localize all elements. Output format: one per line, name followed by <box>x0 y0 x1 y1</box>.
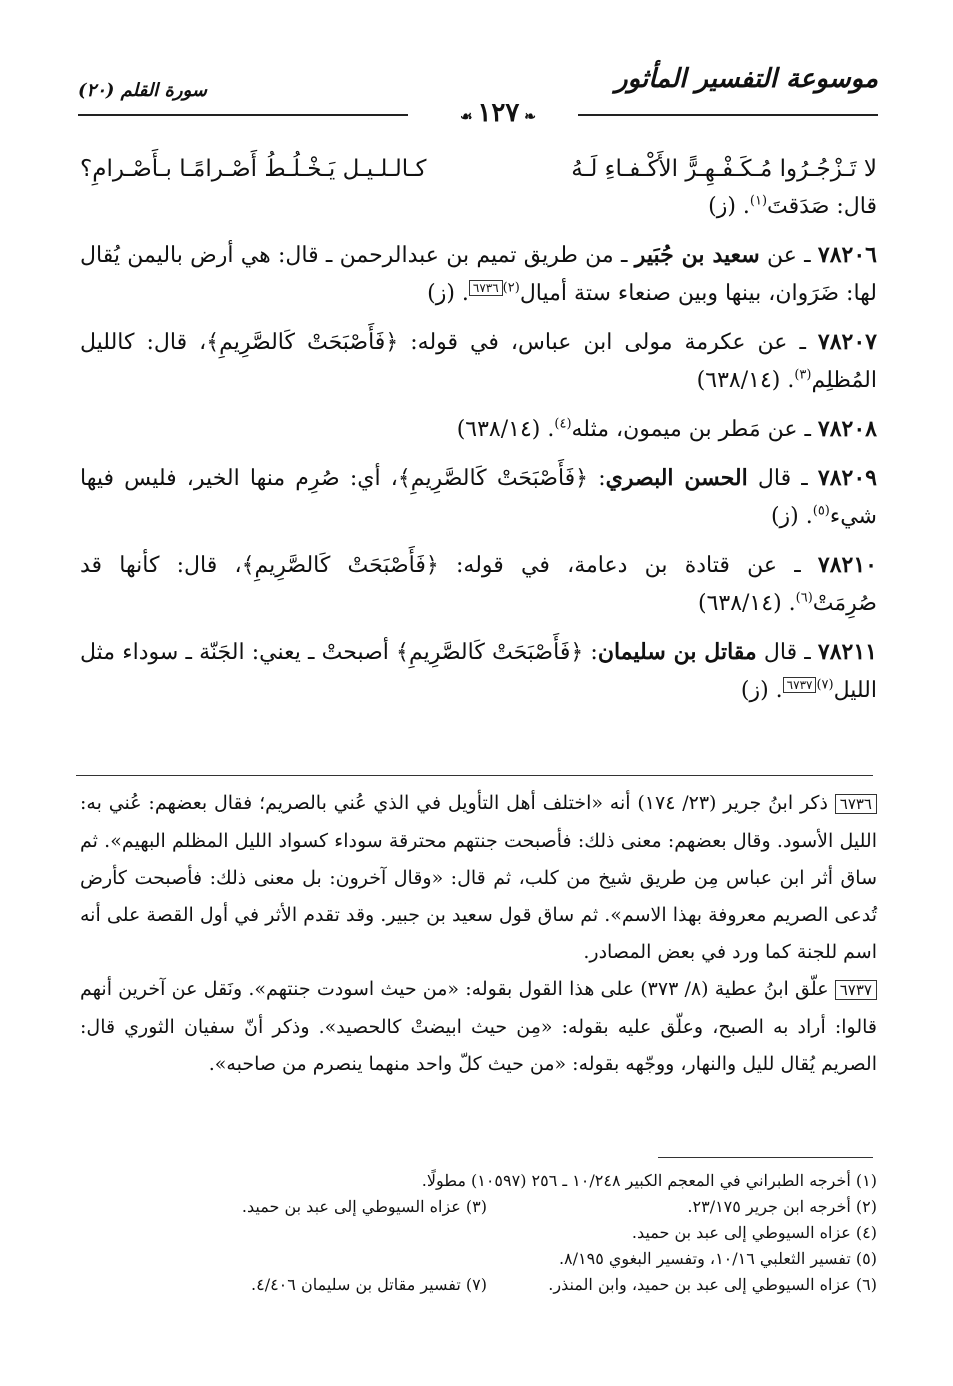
narration-number: ٧٨٢٠٦ <box>817 242 877 268</box>
narration-number: ٧٨٢٠٩ <box>817 465 877 491</box>
narration-text: : ﴿فَأَصْبَحَتْ كَالصَّرِيمِ﴾ أصبحتْ ـ يعني: الجَنّة ـ سوداء مثل الليل <box>80 640 877 703</box>
narration-text: ـ قال <box>747 466 818 491</box>
narration-entry <box>80 323 877 400</box>
narration-entry <box>80 633 877 710</box>
header-rule-right <box>578 114 878 116</box>
footnote-row <box>80 1246 877 1272</box>
commentary-paragraph <box>80 785 877 971</box>
footnote-item: (٢) أخرجه ابن جرير ٢٣/١٧٥. <box>687 1197 877 1216</box>
footnote-row <box>80 1194 877 1220</box>
page-header <box>78 58 878 128</box>
footnote-item: (٤) عزاه السيوطي إلى عبد بن حميد. <box>631 1223 877 1242</box>
poetry-verse <box>80 150 877 188</box>
footnote-marker: (٢) <box>502 280 520 296</box>
narration-text: ـ عن قتادة بن دعامة، في قوله: <box>438 553 818 578</box>
footnote-divider <box>658 1157 873 1158</box>
footnotes <box>80 1168 877 1298</box>
commentary-number: ٦٧٣٧ <box>835 980 877 1000</box>
verse-comment: قال: صَدَقتَ$^{(١)}$. (ز) <box>708 193 877 219</box>
narrator-name: مقاتل بن سليمان <box>597 639 757 665</box>
footnote-row <box>80 1168 877 1194</box>
commentary-text: ذكر ابنُ جرير (٢٣/ ١٧٤) أنه «اختلف أهل التأويل في الذي عُني بالصريم؛ فقال بعضهم: عُني به: الليل الأسود. وقال بعضهم: معنى ذلك: فأصبحت جنتهم محترقة سوداء كسواد الليل المظلم البهيم». ثم ساق أثر ابن عباس مِن طريق شيخ من كلب، ثم قال: «وقال آخرون: بل معنى ذلك: فأصبحت كأرض تُدعى الصريم معروفة بهذا الاسم». ثم ساق قول سعيد بن جبير. وقد تقدم الأثر في أول القصة على أنه اسم للجنة كما ورد في بعض المصادر. <box>80 792 877 963</box>
footnote-item: (١) أخرجه الطبراني في المعجم الكبير ١٠/٢٤٨ ـ ٢٥٦ (١٠٥٩٧) مطولًا. <box>421 1171 877 1190</box>
source-reference: . (ز) <box>427 281 469 306</box>
commentary-ref: ٦٧٣٦ <box>469 280 503 296</box>
narration-entry <box>80 236 877 313</box>
narration-entry <box>80 546 877 623</box>
narration-number: ٧٨٢١٠ <box>817 552 877 578</box>
narration-text: ـ عن عكرمة مولى ابن عباس، في قوله: <box>398 330 818 355</box>
narrator-name: الحسن البصري <box>605 465 748 491</box>
footnote-item: (٥) تفسير الثعلبي ١٠/١٦، وتفسير البغوي ٨/١٩٥. <box>558 1249 877 1268</box>
commentary-text: علّق ابنُ عطية (٨/ ٣٧٣) على هذا القول بقوله: «من حيث اسودت جنتهم». ونَقل عن آخرين أنهم قالوا: أراد به الصبح، وعلّق عليه بقوله: «مِن حيث ابيضتْ كالحصيد». وذكر أنّ سفيان الثوري قال: الصريم يُقال لليل والنهار، ووجّهه بقوله: «من حيث كلّ واحد منهما ينصرم من صاحبه». <box>80 978 878 1075</box>
source-reference: . (٦٣٨/١٤) <box>696 368 795 393</box>
narration-text: ـ قال <box>756 640 818 665</box>
commentary-paragraph <box>80 971 877 1083</box>
footnote-marker: (٦) <box>795 590 813 606</box>
narration-text: : ﴿فَأَصْبَحَتْ كَالصَّرِيمِ﴾، أي: صُرِم منها الخير، فليس فيها شيء <box>80 466 877 529</box>
narration-text: ـ عن مَطر بن ميمون، مثله <box>571 417 818 442</box>
footnote-row <box>80 1220 877 1246</box>
commentary-ref: ٦٧٣٧ <box>783 677 817 693</box>
narration-text: ﴿فَأَصْبَحَتْ كَالصَّرِيمِ﴾، قال: كأنها قد صُرِمَتْ <box>80 553 877 616</box>
narration-list <box>80 236 877 710</box>
commentary-section <box>80 785 877 1083</box>
source-reference: . (٦٣٨/١٤) <box>456 417 555 442</box>
source-reference: . (ز) <box>740 678 783 703</box>
commentary-number: ٦٧٣٦ <box>835 794 877 814</box>
ornament-icon: ❧ <box>519 109 536 125</box>
narration-text: ـ من طريق تميم بن عبدالرحمن ـ قال: هي أرض باليمن يُقال لها: ضَرَوان، بينها وبين صنعاء ستة أميال <box>80 243 877 306</box>
narration-text: ﴿فَأَصْبَحَتْ كَالصَّرِيمِ﴾، قال: كالليل المُظلِم <box>80 330 877 393</box>
narration-entry <box>80 410 877 449</box>
footnote-item: (٦) عزاه السيوطي إلى عبد بن حميد، وابن المنذر. <box>548 1275 877 1294</box>
commentary-divider <box>76 775 873 776</box>
footnote-item: (٧) تفسير مقاتل بن سليمان ٤/٤٠٦. <box>251 1275 487 1294</box>
main-text <box>80 150 877 720</box>
narrator-name: سعيد بن جُبَير <box>634 242 760 268</box>
book-title: موسوعة التفسير المأثور <box>615 64 878 94</box>
source-reference: . (٦٣٨/١٤) <box>697 591 796 616</box>
verse-second-hemistich: كـالـلـيـل يَـخْـلُـطُ أَصْـرامًـا بـأَصْـرامِ؟ <box>80 156 427 182</box>
footnote-item: (٣) عزاه السيوطي إلى عبد بن حميد. <box>241 1197 487 1216</box>
footnote-marker: (١) <box>749 193 768 209</box>
footnote-marker: (٥) <box>812 503 830 519</box>
narration-number: ٧٨٢١١ <box>817 639 877 665</box>
narration-number: ٧٨٢٠٨ <box>817 416 877 442</box>
ornament-icon: ☙ <box>460 109 478 125</box>
page-number: ❧ ١٢٧ ☙ <box>460 98 536 128</box>
surah-title: سورة القلم (٢٠) <box>78 80 207 101</box>
header-rule-left <box>78 114 408 116</box>
source-reference: . (ز) <box>770 504 813 529</box>
footnote-marker: (٤) <box>554 416 572 432</box>
verse-first-hemistich: لا تَـزْجُـرُوا مُـكَـفْـهِـرًّ الأَكْـفـاءِ لَـهُ <box>571 156 877 182</box>
narration-entry <box>80 459 877 536</box>
narration-text: ـ عن <box>759 243 818 268</box>
narration-number: ٧٨٢٠٧ <box>817 329 877 355</box>
footnote-row <box>80 1272 877 1298</box>
footnote-marker: (٣) <box>794 367 812 383</box>
footnote-marker: (٧) <box>816 677 834 693</box>
